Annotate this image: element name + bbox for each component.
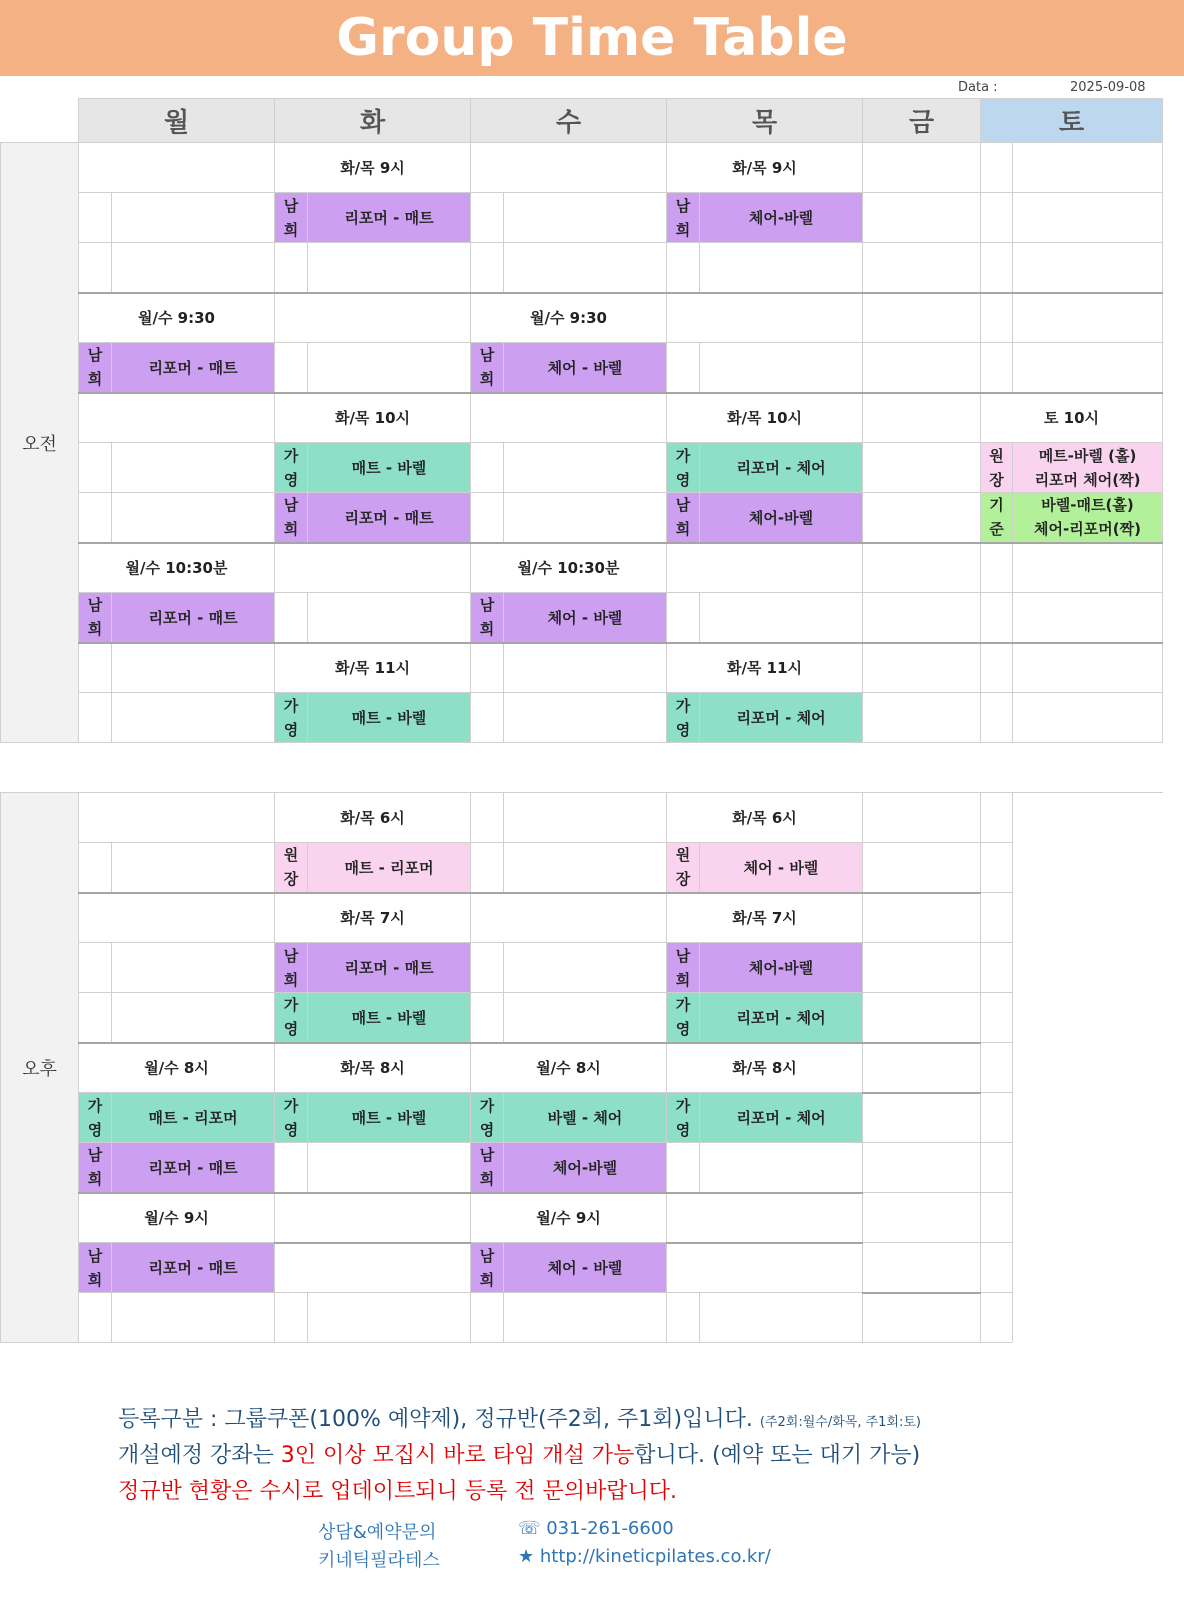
class-slot: 체어 - 바렐 xyxy=(700,843,863,893)
time-label: 화/목 10시 xyxy=(667,393,863,443)
time-label: 화/목 8시 xyxy=(275,1043,471,1093)
am-row-6 xyxy=(1,393,1163,443)
class-slot: 리포머 - 매트 xyxy=(112,593,275,643)
class-slot: 리포머 - 체어 xyxy=(700,693,863,743)
day-fri: 금 xyxy=(863,99,981,143)
instructor-namhee: 남 희 xyxy=(471,1243,504,1293)
class-slot: 체어-바렐 xyxy=(700,193,863,243)
time-label: 화/목 11시 xyxy=(667,643,863,693)
time-label: 월/수 8시 xyxy=(471,1043,667,1093)
am-row-9 xyxy=(1,543,1163,593)
am-row-10 xyxy=(1,593,1163,643)
corner-cell xyxy=(1,99,79,143)
instructor-wonjang: 원 장 xyxy=(667,843,700,893)
time-label: 토 10시 xyxy=(981,393,1163,443)
day-thu: 목 xyxy=(667,99,863,143)
am-row-1 xyxy=(1,143,1163,193)
time-label: 월/수 9시 xyxy=(79,1193,275,1243)
instructor-namhee: 남 희 xyxy=(471,343,504,393)
time-label: 화/목 7시 xyxy=(667,893,863,943)
class-slot: 체어 - 바렐 xyxy=(504,343,667,393)
time-label: 화/목 6시 xyxy=(275,793,471,843)
period-pm: 오후 xyxy=(1,793,79,1343)
class-slot: 리포머 - 매트 xyxy=(112,1143,275,1193)
time-label: 월/수 9:30 xyxy=(79,293,275,343)
time-label: 화/목 9시 xyxy=(667,143,863,193)
instructor-wonjang: 원 장 xyxy=(981,443,1013,493)
instructor-gayoung: 가 영 xyxy=(471,1093,504,1143)
day-sat: 토 xyxy=(981,99,1163,143)
pm-row-3 xyxy=(1,893,1163,943)
instructor-namhee: 남 희 xyxy=(667,493,700,543)
time-label: 화/목 7시 xyxy=(275,893,471,943)
am-row-11 xyxy=(1,643,1163,693)
class-slot: 리포머 - 매트 xyxy=(308,943,471,993)
instructor-gayoung: 가 영 xyxy=(275,693,308,743)
pm-row-10 xyxy=(1,1243,1163,1293)
instructor-namhee: 남 희 xyxy=(275,493,308,543)
am-row-5 xyxy=(1,343,1163,393)
instructor-gayoung: 가 영 xyxy=(667,443,700,493)
period-am: 오전 xyxy=(1,143,79,743)
instructor-gayoung: 가 영 xyxy=(79,1093,112,1143)
class-slot: 체어-바렐 xyxy=(700,493,863,543)
instructor-namhee: 남 희 xyxy=(79,1143,112,1193)
phone-number[interactable]: ☏ 031-261-6600 xyxy=(518,1518,674,1539)
instructor-namhee: 남 희 xyxy=(275,193,308,243)
pm-row-1 xyxy=(1,793,1163,843)
class-slot: 리포머 - 매트 xyxy=(308,193,471,243)
class-slot: 리포머 - 체어 xyxy=(700,993,863,1043)
instructor-gayoung: 가 영 xyxy=(275,443,308,493)
am-row-4 xyxy=(1,293,1163,343)
instructor-namhee: 남 희 xyxy=(79,343,112,393)
class-slot: 리포머 - 체어 xyxy=(700,443,863,493)
time-label: 월/수 10:30분 xyxy=(471,543,667,593)
pm-row-9 xyxy=(1,1193,1163,1243)
class-slot: 매트 - 바렐 xyxy=(308,993,471,1043)
time-label: 월/수 9:30 xyxy=(471,293,667,343)
studio-name: 키네틱필라테스 xyxy=(318,1550,440,1571)
class-slot: 메트-바렐 (홀) 리포머 체어(짝) xyxy=(1013,443,1163,493)
date-value: 2025-09-08 xyxy=(1070,80,1146,95)
instructor-namhee: 남 희 xyxy=(667,193,700,243)
instructor-gayoung: 가 영 xyxy=(667,1093,700,1143)
cell xyxy=(79,143,275,193)
instructor-gayoung: 가 영 xyxy=(667,693,700,743)
pm-row-5 xyxy=(1,993,1163,1043)
pm-row-8 xyxy=(1,1143,1163,1193)
pm-row-7 xyxy=(1,1093,1163,1143)
note-registration: 등록구분 : 그룹쿠폰(100% 예약제), 정규반(주2회, 주1회)입니다. (주2회:월수/화목, 주1회:토) xyxy=(118,1407,921,1432)
note-new-class: 개설예정 강좌는 3인 이상 모집시 바로 타임 개설 가능합니다. (예약 또는 대기 가능) xyxy=(118,1443,921,1468)
instructor-namhee: 남 희 xyxy=(79,1243,112,1293)
instructor-gijun: 기 준 xyxy=(981,493,1013,543)
timetable xyxy=(0,98,1163,1343)
class-slot: 체어-바렐 xyxy=(504,1143,667,1193)
date-label: Data : xyxy=(958,80,998,95)
cell xyxy=(471,143,667,193)
class-slot: 매트 - 리포머 xyxy=(112,1093,275,1143)
am-row-7 xyxy=(1,443,1163,493)
am-row-2 xyxy=(1,193,1163,243)
class-slot: 바렐 - 체어 xyxy=(504,1093,667,1143)
class-slot: 매트 - 리포머 xyxy=(308,843,471,893)
class-slot: 리포머 - 매트 xyxy=(112,1243,275,1293)
cell xyxy=(863,143,981,193)
instructor-namhee: 남 희 xyxy=(667,943,700,993)
note-update: 정규반 현황은 수시로 업데이트되니 등록 전 문의바랍니다. xyxy=(118,1479,678,1504)
class-slot: 매트 - 바렐 xyxy=(308,693,471,743)
instructor-gayoung: 가 영 xyxy=(275,1093,308,1143)
time-label: 월/수 9시 xyxy=(471,1193,667,1243)
contact-label: 상담&예약문의 xyxy=(318,1522,437,1543)
time-label: 화/목 9시 xyxy=(275,143,471,193)
instructor-namhee: 남 희 xyxy=(471,593,504,643)
instructor-namhee: 남 희 xyxy=(275,943,308,993)
time-label: 월/수 8시 xyxy=(79,1043,275,1093)
day-mon: 월 xyxy=(79,99,275,143)
time-label: 화/목 11시 xyxy=(275,643,471,693)
website-link[interactable]: ★ http://kineticpilates.co.kr/ xyxy=(518,1546,771,1567)
class-slot: 체어 - 바렐 xyxy=(504,1243,667,1293)
instructor-namhee: 남 희 xyxy=(79,593,112,643)
class-slot: 체어 - 바렐 xyxy=(504,593,667,643)
pm-row-11 xyxy=(1,1293,1163,1343)
class-slot: 매트 - 바렐 xyxy=(308,1093,471,1143)
am-row-3 xyxy=(1,243,1163,293)
class-slot: 리포머 - 체어 xyxy=(700,1093,863,1143)
instructor-namhee: 남 희 xyxy=(471,1143,504,1193)
pm-row-6 xyxy=(1,1043,1163,1093)
class-slot: 체어-바렐 xyxy=(700,943,863,993)
time-label: 월/수 10:30분 xyxy=(79,543,275,593)
time-label: 화/목 10시 xyxy=(275,393,471,443)
instructor-wonjang: 원 장 xyxy=(275,843,308,893)
day-tue: 화 xyxy=(275,99,471,143)
class-slot: 바렐-매트(홀) 체어-리포머(짝) xyxy=(1013,493,1163,543)
instructor-gayoung: 가 영 xyxy=(667,993,700,1043)
spacer-row xyxy=(1,743,1163,793)
class-slot: 매트 - 바렐 xyxy=(308,443,471,493)
am-row-8 xyxy=(1,493,1163,543)
pm-row-2 xyxy=(1,843,1163,893)
day-header-row xyxy=(1,99,1163,143)
pm-row-4 xyxy=(1,943,1163,993)
instructor-gayoung: 가 영 xyxy=(275,993,308,1043)
am-row-12 xyxy=(1,693,1163,743)
class-slot: 리포머 - 매트 xyxy=(112,343,275,393)
day-wed: 수 xyxy=(471,99,667,143)
class-slot: 리포머 - 매트 xyxy=(308,493,471,543)
note-registration-detail: (주2회:월수/화목, 주1회:토) xyxy=(759,1415,921,1430)
page-title: Group Time Table xyxy=(0,0,1184,76)
note-highlight: 3인 이상 모집시 바로 타임 개설 가능 xyxy=(280,1443,635,1468)
time-label: 화/목 8시 xyxy=(667,1043,863,1093)
time-label: 화/목 6시 xyxy=(667,793,863,843)
